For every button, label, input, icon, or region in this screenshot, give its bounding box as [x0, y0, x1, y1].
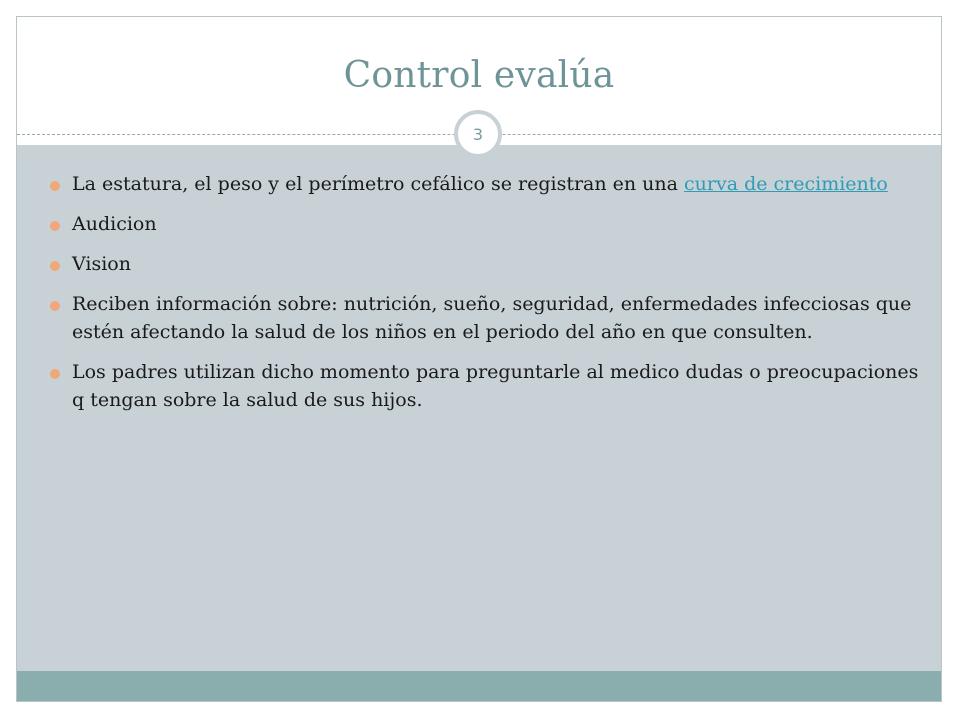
bullet-text: Vision: [72, 253, 131, 275]
bullet-text: La estatura, el peso y el perímetro cefálico se registran en una: [72, 173, 685, 195]
bullet-text: Los padres utilizan dicho momento para preguntarle al medico dudas o preocupaciones q tengan sobre la salud de sus hijos.: [72, 361, 919, 411]
bullet-item: [47, 210, 927, 238]
bullet-dot-icon: [50, 261, 60, 271]
slide-title: Control evalúa: [343, 55, 615, 96]
slide-number: 3: [472, 124, 484, 144]
bullet-dot-icon: [50, 181, 60, 191]
bullet-item: [47, 170, 927, 198]
bullet-list: [47, 170, 927, 426]
slide: [16, 16, 942, 702]
bullet-dot-icon: [50, 369, 60, 379]
footer-bar: [17, 671, 941, 702]
bullet-text: Audicion: [72, 213, 157, 235]
bullet-dot-icon: [50, 221, 60, 231]
bullet-dot-icon: [50, 301, 60, 311]
bullet-item: [47, 250, 927, 278]
bullet-item: [47, 290, 927, 346]
growth-curve-link[interactable]: curva de crecimiento: [684, 173, 888, 195]
bullet-text: Reciben información sobre: nutrición, sueño, seguridad, enfermedades infecciosas que estén afectando la salud de los niños en el periodo del año en que consulten.: [72, 293, 912, 343]
bullet-item: [47, 358, 927, 414]
slide-number-badge: [454, 110, 502, 158]
